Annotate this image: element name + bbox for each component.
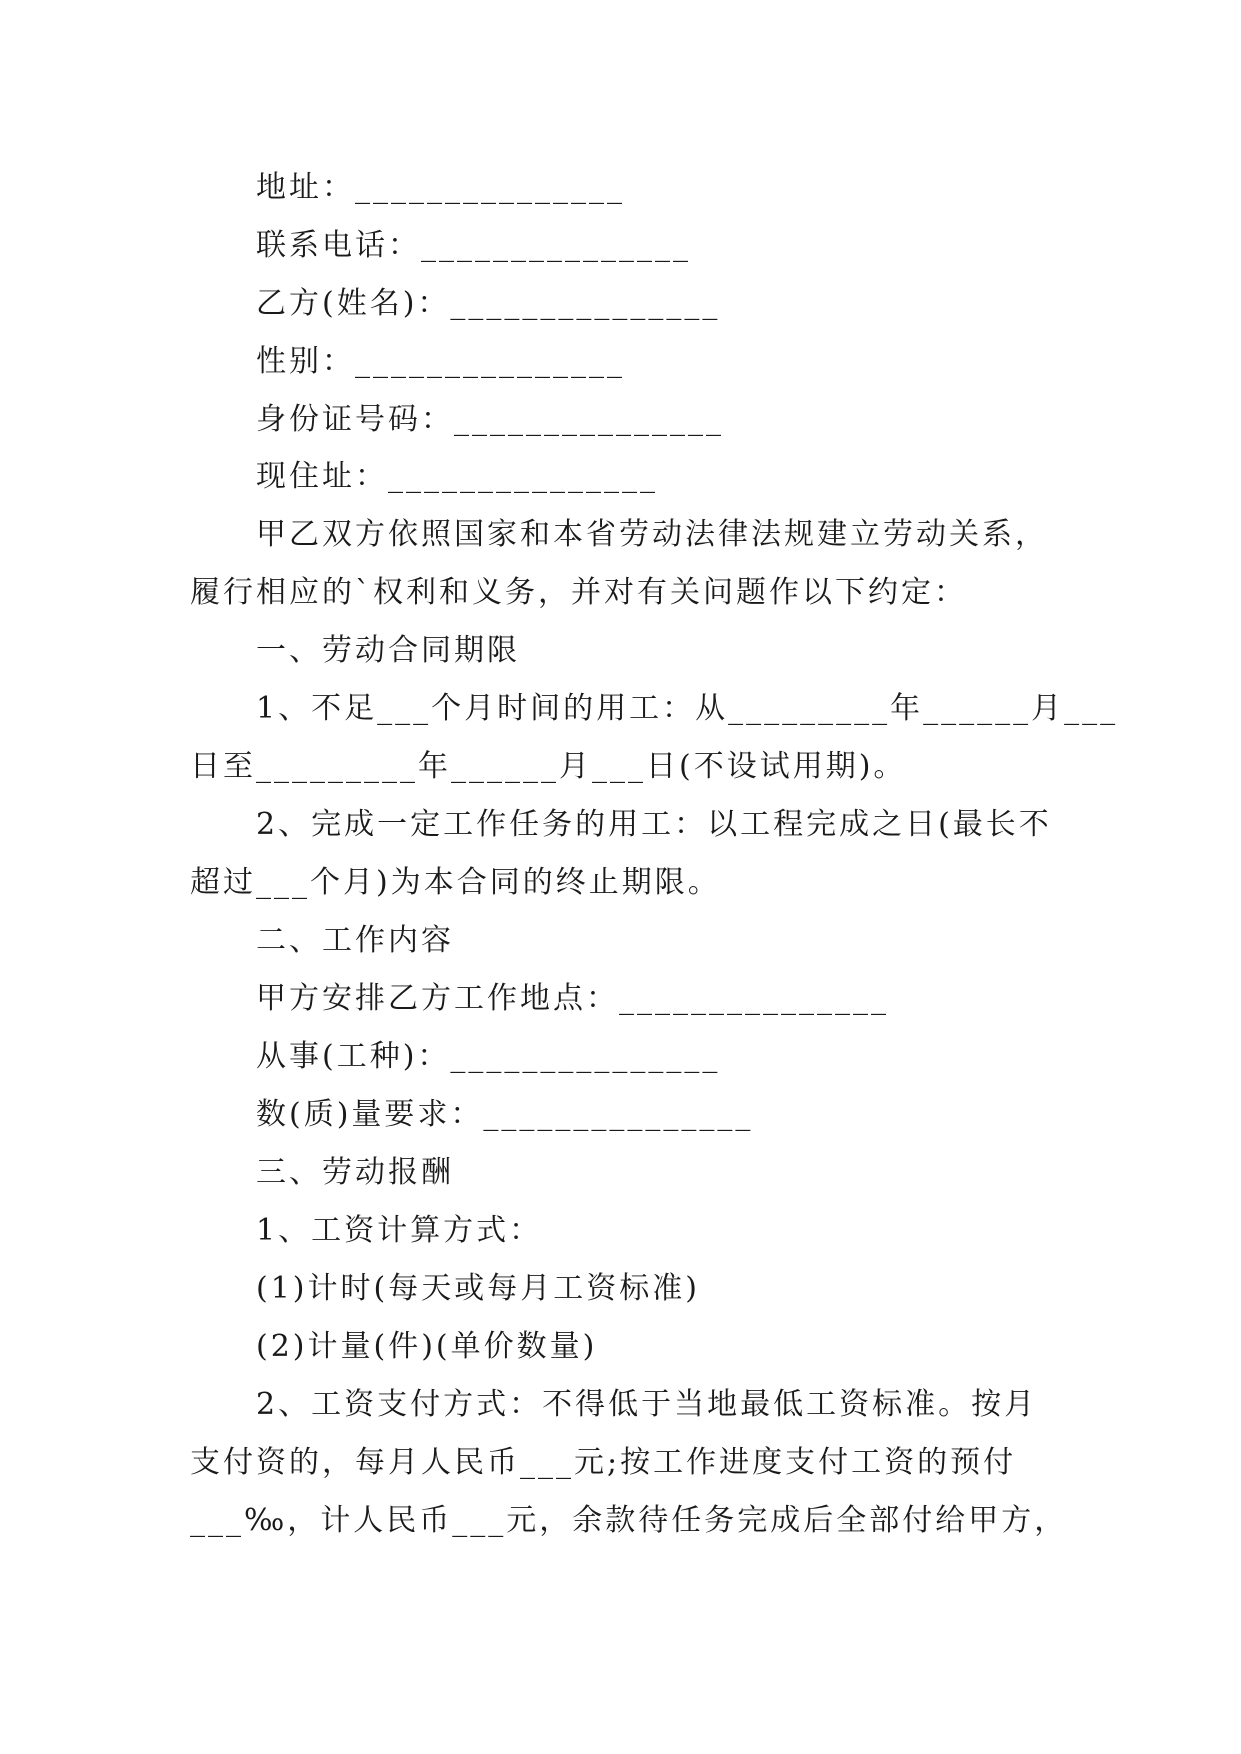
clause-line: (2)计量(件)(单价数量) <box>256 1329 598 1364</box>
clause-line: 2、完成一定工作任务的用工：以工程完成之日(最长不 <box>256 807 1052 842</box>
section-heading-content: 二、工作内容 <box>256 923 454 958</box>
clause-line: 日至_________年______月___日(不设试用期)。 <box>190 749 907 784</box>
quality-requirement-field: 数(质)量要求：_______________ <box>256 1097 754 1132</box>
work-location-field: 甲方安排乙方工作地点：_______________ <box>256 981 889 1016</box>
section-heading-pay: 三、劳动报酬 <box>256 1155 454 1190</box>
clause-line: 超过___个月)为本合同的终止期限。 <box>190 865 721 900</box>
intro-paragraph-line: 履行相应的`权利和义务，并对有关问题作以下约定： <box>190 575 967 610</box>
gender-field: 性别：_______________ <box>256 344 625 379</box>
party-b-name-field: 乙方(姓名)：_______________ <box>256 286 721 321</box>
clause-line: 1、工资计算方式： <box>256 1213 543 1248</box>
address-field: 地址：_______________ <box>256 170 625 205</box>
clause-line: 1、不足___个月时间的用工：从_________年______月___ <box>256 691 1119 726</box>
section-heading-term: 一、劳动合同期限 <box>256 633 520 668</box>
clause-line: 2、工资支付方式：不得低于当地最低工资标准。按月 <box>256 1387 1038 1422</box>
clause-line: (1)计时(每天或每月工资标准) <box>256 1271 700 1306</box>
job-type-field: 从事(工种)：_______________ <box>256 1039 721 1074</box>
clause-line: ___‰，计人民币___元，余款待任务完成后全部付给甲方， <box>190 1503 1068 1538</box>
intro-paragraph-line: 甲乙双方依照国家和本省劳动法律法规建立劳动关系， <box>256 517 1048 552</box>
phone-field: 联系电话：_______________ <box>256 228 691 263</box>
current-address-field: 现住址：_______________ <box>256 459 658 494</box>
id-number-field: 身份证号码：_______________ <box>256 402 724 437</box>
clause-line: 支付资的，每月人民币___元;按工作进度支付工资的预付 <box>190 1445 1017 1480</box>
